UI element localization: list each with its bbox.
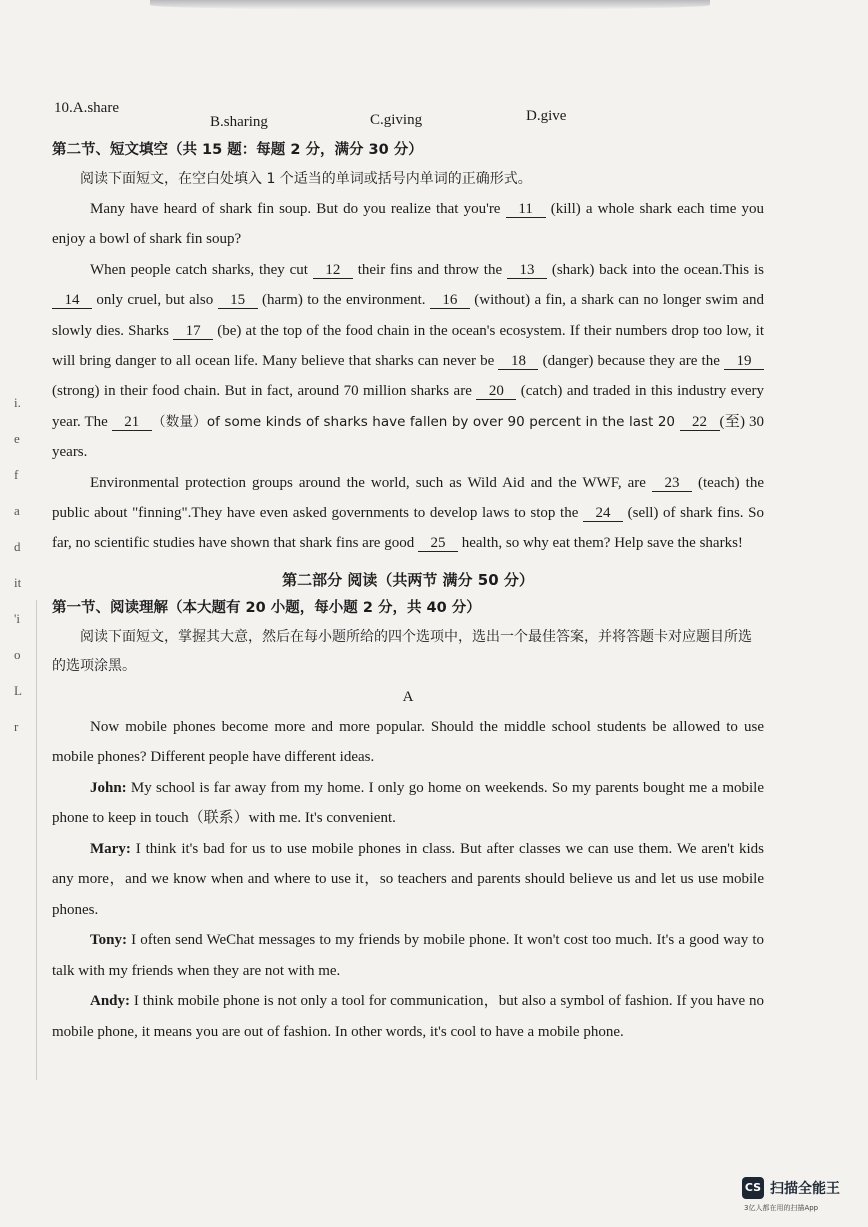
section-heading: 第一节、阅读理解（本大题有 20 小题，每小题 2 分，共 40 分）	[52, 599, 481, 616]
speaker-text: I think mobile phone is not only a tool for communication，but also a symbol of fashion. If you have no mobile phone, it means you are out of fashion. In other words, it's cool to have a mobile phone.	[52, 993, 764, 1040]
scan-shadow	[150, 0, 710, 10]
text: (be) at the top of the food chain in the ocean's ecosystem. If their numbers drop too low, it will bring danger to all ocean life. Many believe that sharks can never be	[52, 322, 764, 370]
section-instruction: 阅读下面短文，掌握其大意，然后在每小题所给的四个选项中，选出一个最佳答案，并将答题卡对应题目所选的选项涂黑。	[52, 628, 752, 674]
blank-23: 23	[652, 475, 692, 492]
text: (catch) and traded in this industry every year. The	[52, 383, 764, 430]
passage-label: A	[402, 688, 414, 705]
blank-20: 20	[476, 383, 516, 400]
text: Environmental protection groups around the world, such as Wild Aid and the WWF, are	[90, 474, 652, 491]
speaker-name: John:	[90, 779, 127, 796]
text: only cruel, but also	[92, 292, 218, 309]
text: (shark) back into the ocean.This is	[546, 261, 765, 278]
blank-13: 13	[507, 262, 547, 279]
speaker-name: Tony:	[90, 932, 127, 949]
passage-paragraph-1	[52, 194, 764, 255]
text: （数量）of some kinds of sharks have fallen by over 90 percent in the last 20	[151, 413, 680, 430]
watermark-tagline: 3亿人都在用的扫描App	[744, 1204, 819, 1212]
text: Many have heard of shark fin soup. But do you realize that you're	[90, 201, 506, 217]
margin-letter: d	[14, 539, 21, 554]
exam-page	[52, 100, 764, 1047]
blank-14: 14	[52, 292, 92, 309]
option-a: 10.A.share	[54, 100, 119, 116]
reading-john	[52, 773, 764, 834]
blank-16: 16	[430, 292, 470, 309]
speaker-text: My school is far away from my home. I only go home on weekends. So my parents bought me a mobile phone to keep in touch（联系）with me. It's convenient.	[52, 779, 764, 827]
passage-paragraph-3	[52, 468, 764, 559]
margin-bleed-letters	[14, 395, 28, 755]
camscanner-icon: CS	[742, 1177, 764, 1199]
speaker-name: Andy:	[90, 993, 131, 1010]
speaker-text: I think it's bad for us to use mobile phones in class. But after classes we can use them. We aren't kids any more，and we know when and where to use it，so teachers and parents should believe us and let us use mobile phones.	[52, 840, 764, 918]
text: health, so why eat them? Help save the sharks!	[457, 535, 743, 552]
blank-15: 15	[218, 292, 258, 309]
text: their fins and throw the	[352, 261, 507, 278]
text: (至) 30 years.	[52, 413, 764, 461]
text: (kill) a whole shark each time you enjoy a bowl of shark fin soup?	[52, 201, 764, 248]
text: (teach) the public about "finning".They have even asked governments to develop laws to stop the	[52, 474, 764, 522]
question-10-options	[52, 100, 764, 134]
blank-12: 12	[313, 262, 353, 279]
speaker-name: Mary:	[90, 840, 131, 857]
margin-letter: i.	[14, 395, 21, 410]
option-c: C.giving	[370, 112, 423, 128]
text: (danger) because they are the	[538, 353, 725, 370]
text: (without) a fin, a shark can no longer swim and slowly dies. Sharks	[52, 292, 765, 339]
margin-letter: e	[14, 431, 20, 446]
reading-andy	[52, 986, 764, 1047]
blank-17: 17	[173, 323, 213, 340]
reading-intro: Now mobile phones become more and more popular. Should the middle school students be allowed to use mobile phones? Different people have different ideas.	[52, 718, 764, 766]
margin-rule	[36, 600, 37, 1080]
reading-mary	[52, 834, 764, 926]
camscanner-watermark	[742, 1177, 860, 1217]
watermark-name: 扫描全能王	[770, 1181, 840, 1197]
text: (harm) to the environment.	[257, 292, 430, 309]
margin-letter: o	[14, 647, 21, 662]
blank-19: 19	[724, 353, 764, 370]
blank-11: 11	[506, 201, 546, 218]
section-instruction: 阅读下面短文，在空白处填入 1 个适当的单词或括号内单词的正确形式。	[80, 171, 532, 187]
speaker-text: I often send WeChat messages to my friends by mobile phone. It won't cost too much. It's a good way to talk with my friends when they are not with me.	[52, 932, 764, 979]
blank-18: 18	[498, 353, 538, 370]
blank-22: 22	[680, 414, 720, 431]
margin-letter: f	[14, 467, 19, 482]
option-d: D.give	[526, 108, 567, 124]
blank-25: 25	[418, 535, 458, 552]
section-heading: 第二节、短文填空（共 15 题：每题 2 分，满分 30 分）	[52, 142, 423, 158]
part-heading: 第二部分 阅读（共两节 满分 50 分）	[282, 570, 534, 589]
margin-letter: L	[14, 683, 22, 698]
margin-letter: r	[14, 719, 19, 734]
text: (strong) in their food chain. But in fact, around 70 million sharks are	[52, 383, 477, 400]
reading-tony	[52, 925, 764, 986]
text: (sell) of shark fins. So far, no scientific studies have shown that shark fins are good	[52, 505, 764, 552]
blank-24: 24	[583, 505, 623, 522]
blank-21: 21	[112, 414, 152, 431]
text: When people catch sharks, they cut	[90, 261, 313, 278]
passage-paragraph-2	[52, 255, 764, 468]
margin-letter: a	[14, 503, 20, 518]
option-b: B.sharing	[210, 114, 268, 130]
margin-letter: it	[14, 575, 22, 590]
margin-letter: 'i	[14, 611, 20, 626]
